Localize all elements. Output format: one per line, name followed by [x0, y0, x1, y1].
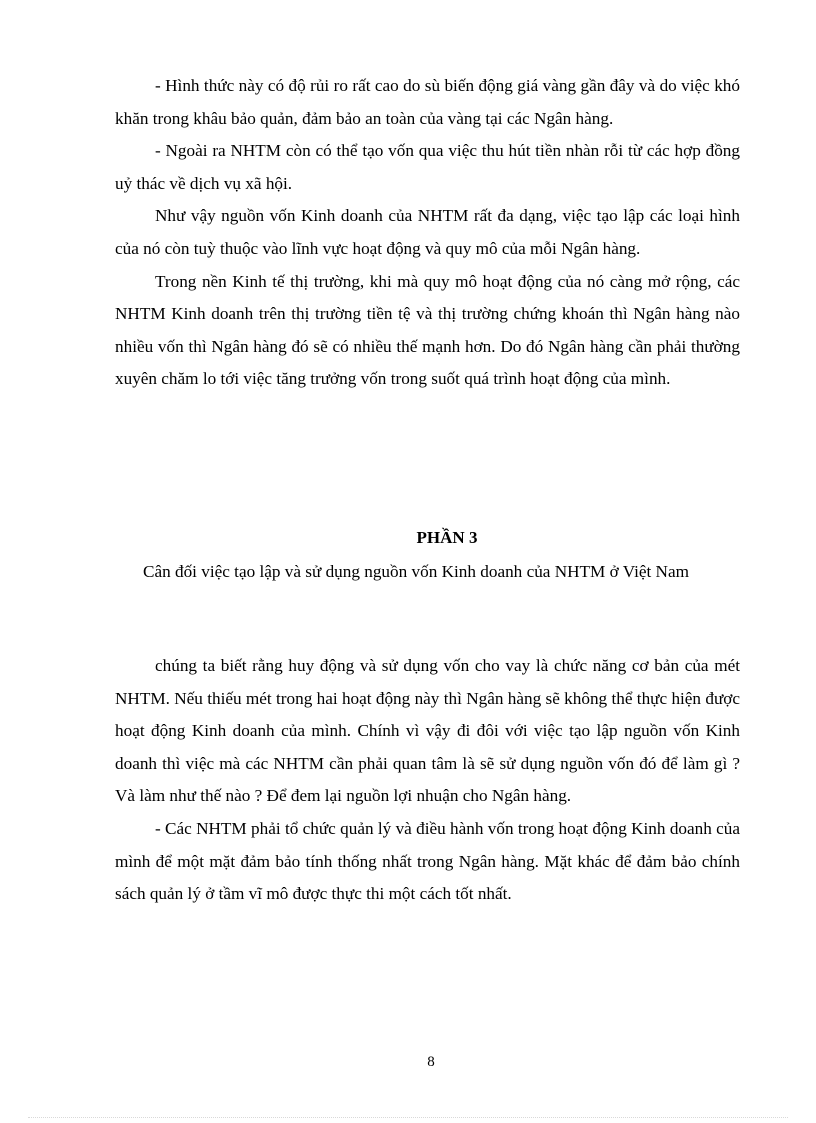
paragraph: - Ngoài ra NHTM còn có thể tạo vốn qua việc thu hút tiền nhàn rỗi từ các hợp đồng uỷ thác về dịch vụ xã hội.: [115, 141, 740, 193]
paragraph: - Các NHTM phải tổ chức quản lý và điều hành vốn trong hoạt động Kinh doanh của mình để một mặt đảm bảo tính thống nhất trong Ngân hàng. Mặt khác để đảm bảo chính sách quản lý ở tầm vĩ mô được thực thi một cách tốt nhất.: [115, 818, 740, 904]
section-heading: PHẦN 3: [416, 528, 478, 547]
footer-divider: [28, 1117, 788, 1118]
page-number: 8: [427, 1054, 435, 1070]
paragraph: - Hình thức này có độ rủi ro rất cao do sù biến động giá vàng gần đây và do việc khó khăn trong khâu bảo quản, đảm bảo an toàn của vàng tại các Ngân hàng.: [115, 76, 740, 128]
body-text-bottom: [115, 650, 740, 911]
paragraph: Như vậy nguồn vốn Kinh doanh của NHTM rất đa dạng, việc tạo lập các loại hình của nó còn tuỳ thuộc vào lĩnh vực hoạt động và quy mô của mỗi Ngân hàng.: [115, 206, 740, 258]
body-text-top: [115, 70, 740, 396]
paragraph: Trong nền Kinh tế thị trường, khi mà quy mô hoạt động của nó càng mở rộng, các NHTM Kinh doanh trên thị trường tiền tệ và thị trường chứng khoán thì Ngân hàng nào nhiều vốn thì Ngân hàng đó sẽ có nhiều thế mạnh hơn. Do đó Ngân hàng cần phải thường xuyên chăm lo tới việc tăng trưởng vốn trong suốt quá trình hoạt động của mình.: [115, 271, 740, 389]
paragraph: chúng ta biết rằng huy động và sử dụng vốn cho vay là chức năng cơ bản của mét NHTM. Nếu thiếu mét trong hai hoạt động này thì Ngân hàng sẽ không thể thực hiện được hoạt động Kinh doanh của mình. Chính vì vậy đi đôi với việc tạo lập nguồn vốn Kinh doanh thì việc mà các NHTM cần phải quan tâm là sẽ sử dụng nguồn vốn đó để làm gì ? Và làm như thế nào ? Để đem lại nguồn lợi nhuận cho Ngân hàng.: [115, 656, 740, 806]
section-title: Cân đối việc tạo lập và sử dụng nguồn vốn Kinh doanh của NHTM ở Việt Nam: [143, 562, 689, 581]
